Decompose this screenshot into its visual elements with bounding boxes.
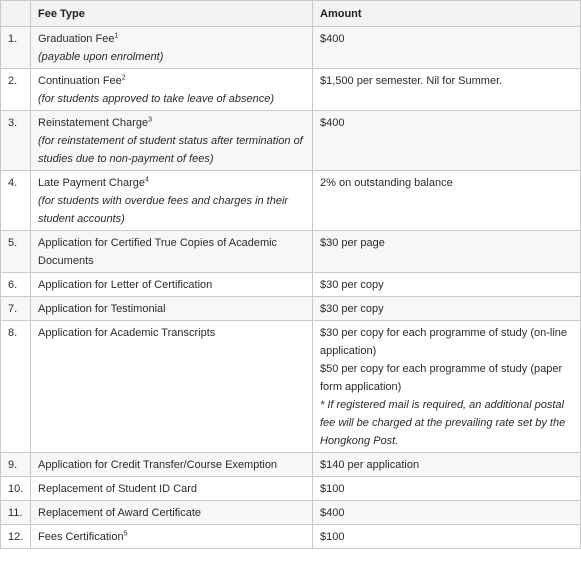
amount-line: $30 per copy for each programme of study (on-line application) [320, 327, 568, 357]
amount-line: $100 [320, 483, 345, 495]
row-amount [313, 501, 581, 525]
row-fee-type [31, 69, 313, 111]
row-fee-type [31, 171, 313, 231]
amount-line: $400 [320, 117, 345, 129]
fee-type-label: Graduation Fee [38, 33, 115, 45]
row-number: 8. [1, 321, 31, 453]
table-row [1, 297, 581, 321]
fee-type-label: Late Payment Charge [38, 177, 146, 189]
fee-type-label: Application for Credit Transfer/Course Exemption [38, 459, 278, 471]
fee-type-note: (payable upon enrolment) [38, 51, 164, 63]
amount-line: $30 per copy [320, 279, 384, 291]
table-row [1, 477, 581, 501]
row-amount [313, 297, 581, 321]
table-row [1, 525, 581, 549]
amount-line: $50 per copy for each programme of study (paper form application) [320, 363, 563, 393]
amount-line: $400 [320, 507, 345, 519]
row-fee-type [31, 111, 313, 171]
row-fee-type [31, 27, 313, 69]
table-row [1, 231, 581, 273]
row-number: 12. [1, 525, 31, 549]
footnote-marker: 5 [123, 530, 128, 538]
row-number: 5. [1, 231, 31, 273]
fee-type-label: Continuation Fee [38, 75, 122, 87]
row-amount [313, 231, 581, 273]
header-amount: Amount [313, 1, 581, 27]
footnote-marker: 1 [114, 32, 119, 40]
row-fee-type [31, 477, 313, 501]
row-number: 11. [1, 501, 31, 525]
table-row [1, 111, 581, 171]
row-number: 4. [1, 171, 31, 231]
fee-table-body [1, 27, 581, 549]
footnote-marker: 3 [148, 116, 152, 124]
row-number: 2. [1, 69, 31, 111]
fee-type-note: (for students with overdue fees and charges in their student accounts) [38, 195, 289, 225]
row-fee-type [31, 297, 313, 321]
header-fee-type: Fee Type [31, 1, 313, 27]
row-amount [313, 111, 581, 171]
footnote-marker: 4 [145, 176, 149, 184]
row-number: 9. [1, 453, 31, 477]
row-fee-type [31, 321, 313, 453]
fee-type-label: Fees Certification [38, 531, 124, 543]
table-row [1, 171, 581, 231]
footnote-marker: 2 [121, 74, 126, 82]
fee-type-label: Replacement of Award Certificate [38, 507, 202, 519]
row-number: 1. [1, 27, 31, 69]
header-number [1, 1, 31, 27]
fee-type-label: Replacement of Student ID Card [38, 483, 197, 495]
row-fee-type [31, 501, 313, 525]
row-number: 6. [1, 273, 31, 297]
row-amount [313, 453, 581, 477]
row-amount [313, 477, 581, 501]
row-fee-type [31, 453, 313, 477]
amount-line: $400 [320, 33, 345, 45]
row-amount [313, 27, 581, 69]
row-amount [313, 273, 581, 297]
row-amount [313, 69, 581, 111]
amount-line: $100 [320, 531, 345, 543]
row-fee-type [31, 231, 313, 273]
fee-type-label: Reinstatement Charge [38, 117, 149, 129]
fee-type-label: Application for Certified True Copies of Academic Documents [38, 237, 278, 267]
row-fee-type [31, 525, 313, 549]
fee-type-note: (for reinstatement of student status after termination of studies due to non-payment of fees) [38, 135, 303, 165]
table-row [1, 273, 581, 297]
table-row [1, 501, 581, 525]
table-header-row [1, 1, 581, 27]
amount-line: $1,500 per semester. Nil for Summer. [320, 75, 503, 87]
fee-type-note: (for students approved to take leave of absence) [38, 93, 275, 105]
fee-type-label: Application for Letter of Certification [38, 279, 213, 291]
fee-type-label: Application for Testimonial [38, 303, 166, 315]
table-row [1, 69, 581, 111]
amount-note: * If registered mail is required, an additional postal fee will be charged at the prevailing rate set by the Hongkong Post. [320, 399, 566, 447]
amount-line: $140 per application [320, 459, 420, 471]
row-fee-type [31, 273, 313, 297]
row-number: 7. [1, 297, 31, 321]
row-amount [313, 525, 581, 549]
row-number: 3. [1, 111, 31, 171]
row-number: 10. [1, 477, 31, 501]
amount-line: $30 per page [320, 237, 385, 249]
table-row [1, 321, 581, 453]
table-row [1, 27, 581, 69]
amount-line: 2% on outstanding balance [320, 177, 453, 189]
table-row [1, 453, 581, 477]
row-amount [313, 321, 581, 453]
row-amount [313, 171, 581, 231]
amount-line: $30 per copy [320, 303, 384, 315]
fee-type-label: Application for Academic Transcripts [38, 327, 216, 339]
